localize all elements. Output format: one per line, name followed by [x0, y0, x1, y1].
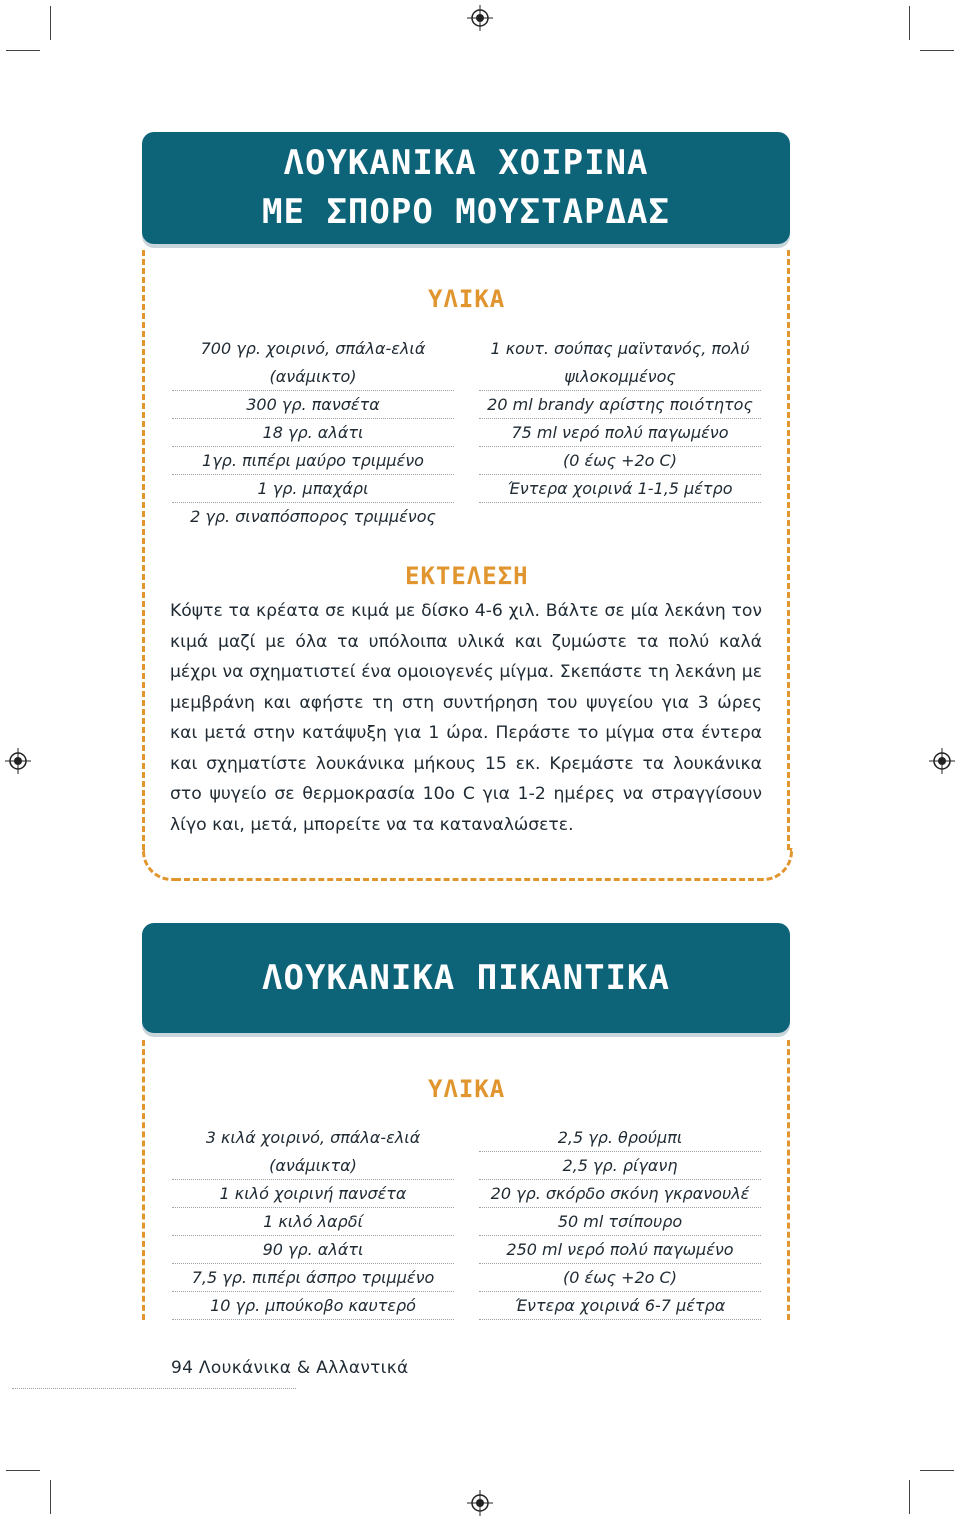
ingredient-item: 2,5 γρ. ρίγανη [479, 1152, 761, 1180]
registration-mark-icon [467, 1490, 493, 1516]
crop-mark [6, 50, 40, 51]
registration-mark-icon [5, 748, 31, 774]
recipe-1-frame-corner [760, 848, 793, 881]
crop-mark [909, 6, 910, 40]
footer-rule [12, 1388, 296, 1389]
ingredient-item: 1 γρ. μπαχάρι [172, 475, 454, 503]
ingredient-item: 18 γρ. αλάτι [172, 419, 454, 447]
ingredient-item: 10 γρ. μπούκοβο καυτερό [172, 1292, 454, 1320]
crop-mark [50, 1480, 51, 1514]
ingredient-item: 90 γρ. αλάτι [172, 1236, 454, 1264]
ingredient-item: Έντερα χοιρινά 6-7 μέτρα [479, 1292, 761, 1320]
ingredient-item: 7,5 γρ. πιπέρι άσπρο τριμμένο [172, 1264, 454, 1292]
ingredient-item: 50 ml τσίπουρο [479, 1208, 761, 1236]
crop-mark [920, 50, 954, 51]
recipe-1-ingredients-left [172, 335, 454, 531]
recipe-2-ingredients-heading: ΥΛΙΚΑ [428, 1075, 506, 1103]
ingredient-item: (ανάμικτο) [172, 363, 454, 391]
recipe-1-method-text: Κόψτε τα κρέατα σε κιμά με δίσκο 4-6 χιλ. Βάλτε σε μία λεκάνη τον κιμά μαζί με όλα τα υπόλοιπα υλικά και ζυμώστε τα πολύ καλά μέχρι να σχηματιστεί ένα ομοιογενές μίγμα. Σκεπάστε τη λεκάνη με μεμβράνη και αφήστε τη στη συντήρηση του ψυγείου για 3 ώρες και μετά στην κατάψυξη για 1 ώρα. Περάστε το μίγμα στα έντερα και σχηματίστε λουκάνικα μήκους 15 εκ. Κρεμάστε τα λουκάνικα στο ψυγείο σε θερμοκρασία 10ο C για 1-2 ημέρες να στραγγίσουν λίγο και, μετά, μπορείτε να τα καταναλώσετε. [170, 601, 762, 835]
recipe-1-ingredients-heading: ΥΛΙΚΑ [428, 285, 506, 313]
page-footer: 94 Λουκάνικα & Αλλαντικά [171, 1358, 409, 1378]
recipe-1-title-line: ΛΟΥΚΑΝΙΚΑ ΧΟΙΡΙΝΑ [283, 143, 649, 183]
recipe-1-title-line: ΜΕ ΣΠΟΡΟ ΜΟΥΣΤΑΡΔΑΣ [262, 192, 670, 232]
ingredient-item: 75 ml νερό πολύ παγωμένο [479, 419, 761, 447]
ingredient-item: 1γρ. πιπέρι μαύρο τριμμένο [172, 447, 454, 475]
recipe-1-frame-left [142, 250, 145, 850]
recipe-2-frame-left [142, 1040, 145, 1320]
recipe-1-frame-corner [142, 848, 175, 881]
recipe-1-method-heading: ΕΚΤΕΛΕΣΗ [405, 562, 529, 590]
crop-mark [909, 1480, 910, 1514]
ingredient-item: 300 γρ. πανσέτα [172, 391, 454, 419]
ingredient-item: 250 ml νερό πολύ παγωμένο [479, 1236, 761, 1264]
recipe-1-ingredients-right [479, 335, 761, 503]
ingredient-item: Έντερα χοιρινά 1-1,5 μέτρο [479, 475, 761, 503]
ingredient-item: 2,5 γρ. θρούμπι [479, 1124, 761, 1152]
recipe-1-title [142, 132, 790, 244]
registration-mark-icon [929, 748, 955, 774]
ingredient-item: (0 έως +2ο C) [479, 1264, 761, 1292]
recipe-2-title-line: ΛΟΥΚΑΝΙΚΑ ΠΙΚΑΝΤΙΚΑ [262, 957, 670, 998]
recipe-1-frame-right [787, 250, 790, 850]
ingredient-item: ψιλοκομμένος [479, 363, 761, 391]
ingredient-item: 2 γρ. σιναπόσπορος τριμμένος [190, 507, 436, 526]
ingredient-item: 700 γρ. χοιρινό, σπάλα-ελιά [200, 339, 426, 358]
recipe-2-ingredients-left [172, 1124, 454, 1320]
crop-mark [920, 1470, 954, 1471]
recipe-2-title [142, 923, 790, 1033]
ingredient-item: 1 κουτ. σούπας μαϊντανός, πολύ [490, 339, 750, 358]
crop-mark [6, 1470, 40, 1471]
crop-mark [50, 6, 51, 40]
ingredient-item: 1 κιλό λαρδί [172, 1208, 454, 1236]
recipe-2-frame-right [787, 1040, 790, 1320]
ingredient-item: 3 κιλά χοιρινό, σπάλα-ελιά [205, 1128, 421, 1147]
ingredient-item: 20 ml brandy αρίστης ποιότητος [479, 391, 761, 419]
recipe-2-ingredients-right [479, 1124, 761, 1320]
registration-mark-icon [467, 5, 493, 31]
ingredient-item: 20 γρ. σκόρδο σκόνη γκρανουλέ [479, 1180, 761, 1208]
ingredient-item: (0 έως +2ο C) [479, 447, 761, 475]
ingredient-item: (ανάμικτα) [172, 1152, 454, 1180]
recipe-1-frame-bottom [175, 878, 763, 881]
ingredient-item: 1 κιλό χοιρινή πανσέτα [172, 1180, 454, 1208]
